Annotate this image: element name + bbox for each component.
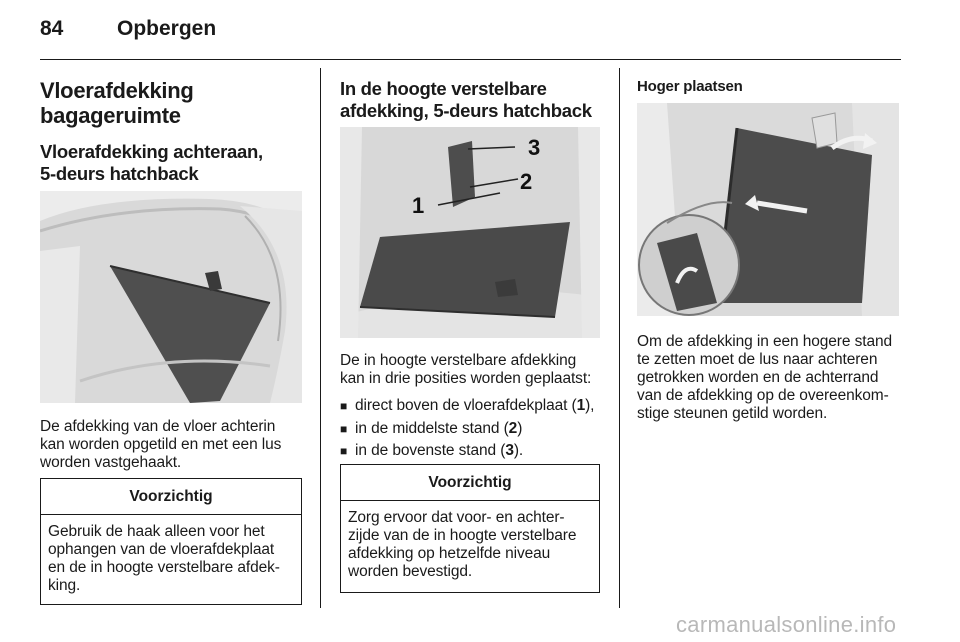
list-item: ■ direct boven de vloerafdekplaat (1),: [340, 395, 615, 418]
caution-box: [340, 464, 600, 593]
caution-text: Gebruik de haak alleen voor het ophangen van de vloerafdekplaat en de in hoogte verstelbare afdek- king.: [48, 523, 280, 594]
list-item: ■ in de middelste stand (2): [340, 418, 615, 441]
positions-list: [340, 395, 615, 463]
positions-intro: De in hoogte verstelbare afdekking kan in drie posities worden geplaatst:: [340, 352, 592, 387]
list-item: ■ in de bovenste stand (3).: [340, 440, 615, 463]
caution-text: Zorg ervoor dat voor- en achter- zijde van de in hoogte verstelbare afdekking op hetzelfde niveau worden bevestigd.: [348, 509, 577, 580]
raise-cover-description: Om de afdekking in een hogere stand te zetten moet de lus naar achteren getrokken worden en de achterrand van de afdekking op de overeenkom- stige steunen getild worden.: [637, 333, 893, 422]
caution-title: Voorzichtig: [41, 479, 301, 515]
caution-title: Voorzichtig: [341, 465, 599, 501]
raise-cover-illustration: [637, 103, 899, 316]
caution-box: [40, 478, 302, 605]
callout-3: 3: [528, 135, 541, 160]
adjustable-cover-illustration: [340, 127, 600, 338]
floor-cover-illustration: [40, 191, 302, 403]
subsection-heading: Vloerafdekking achteraan, 5-deurs hatchback: [40, 141, 263, 184]
section-heading: In de hoogte verstelbare afdekking, 5-deurs hatchback: [340, 78, 592, 121]
page-title: Opbergen: [117, 17, 217, 40]
callout-2: 2: [520, 169, 533, 194]
page-number: 84: [40, 17, 64, 40]
floor-cover-description: De afdekking van de vloer achterin kan worden opgetild en met een lus worden vastgehaakt.: [40, 418, 282, 471]
subsection-heading: Hoger plaatsen: [637, 78, 743, 95]
section-heading: Vloerafdekking bagageruimte: [40, 78, 194, 128]
header-rule: [40, 59, 901, 60]
column-divider-1: [320, 68, 321, 608]
callout-1: 1: [412, 193, 425, 218]
column-divider-2: [619, 68, 620, 608]
watermark: carmanualsonline.info: [676, 612, 897, 637]
